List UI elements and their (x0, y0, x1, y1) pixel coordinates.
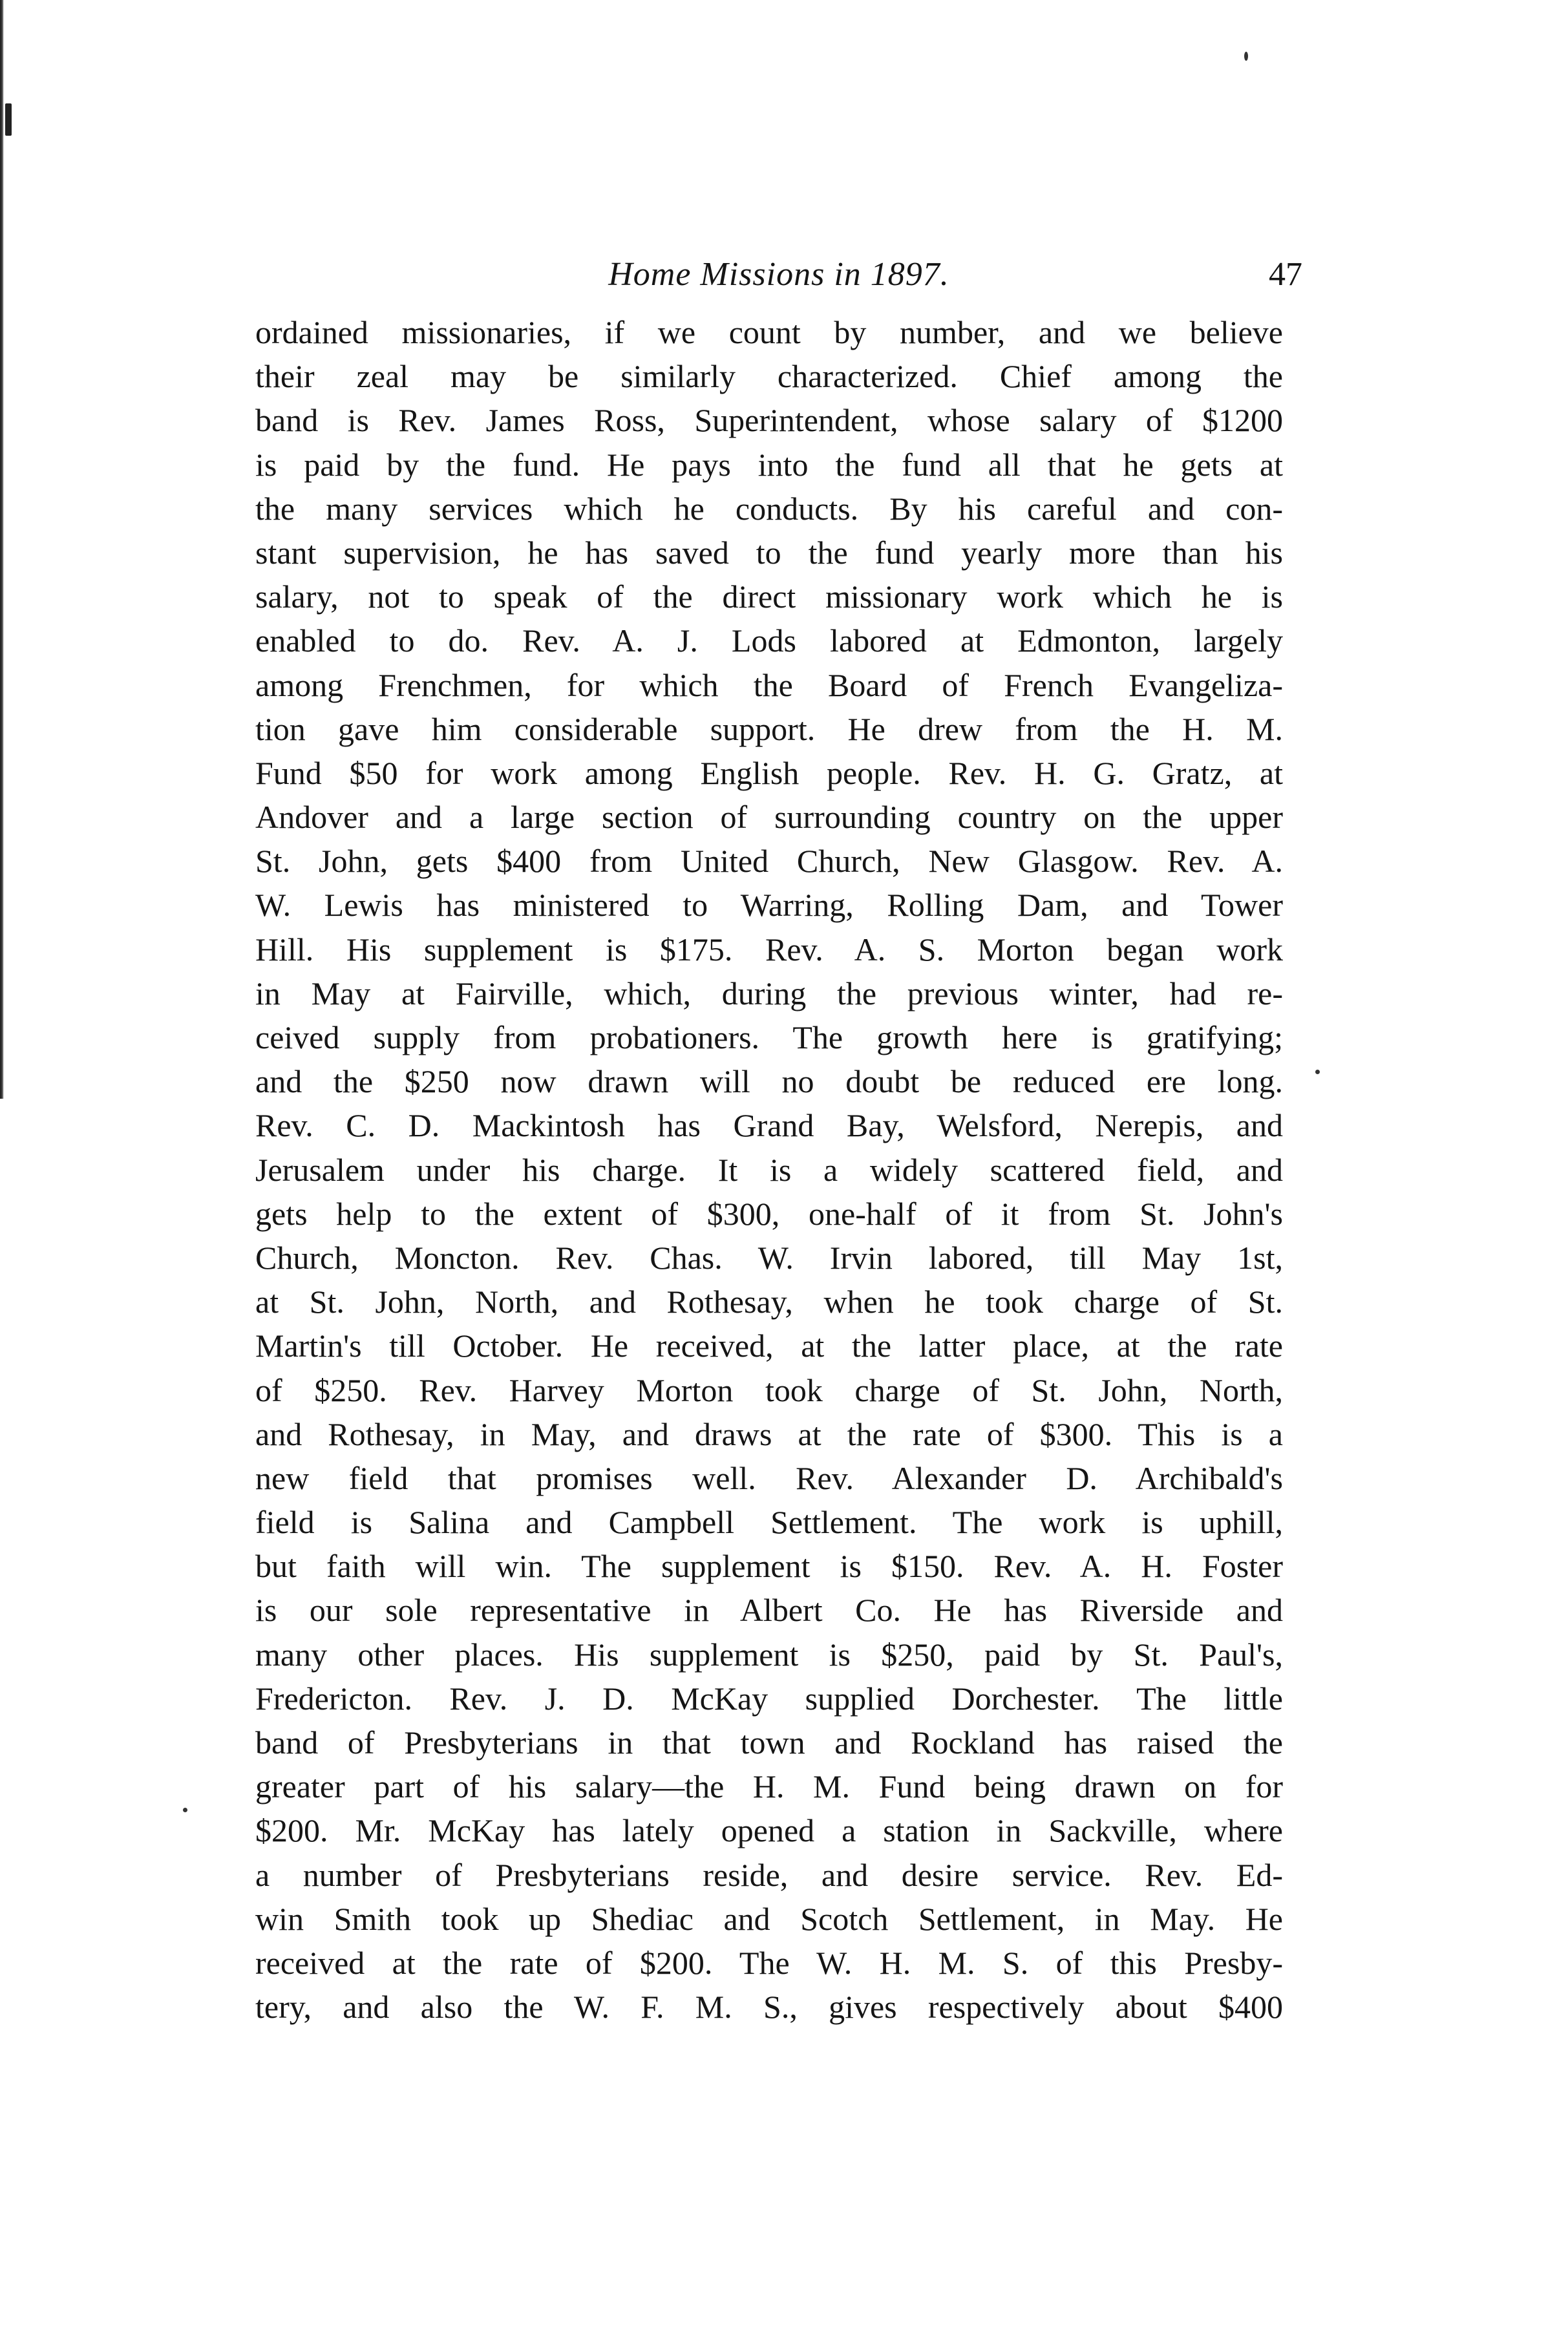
text-line: Fund $50 for work among English people. Rev. H. G. Gratz, at (255, 754, 1283, 791)
ink-speck (183, 1808, 187, 1812)
text-line: gets help to the extent of $300, one-half of it from St. John's (255, 1195, 1283, 1232)
text-line: Jerusalem under his charge. It is a widely scattered field, and (255, 1151, 1283, 1188)
binding-mark (5, 103, 12, 136)
text-line: stant supervision, he has saved to the fund yearly more than his (255, 534, 1283, 571)
text-line: ceived supply from probationers. The growth here is gratifying; (255, 1019, 1283, 1055)
text-line: win Smith took up Shediac and Scotch Settlement, in May. He (255, 1900, 1283, 1937)
ink-speck (1315, 1070, 1320, 1074)
text-line: their zeal may be similarly characterized. Chief among the (255, 358, 1283, 395)
text-line: and the $250 now drawn will no doubt be reduced ere long. (255, 1063, 1283, 1100)
text-line: band of Presbyterians in that town and Rockland has raised the (255, 1724, 1283, 1761)
text-line: Hill. His supplement is $175. Rev. A. S. Morton began work (255, 931, 1283, 968)
body-text (255, 310, 1283, 2029)
page-number: 47 (1269, 256, 1302, 293)
text-line: a number of Presbyterians reside, and desire service. Rev. Ed- (255, 1856, 1283, 1893)
text-line: Fredericton. Rev. J. D. McKay supplied Dorchester. The little (255, 1680, 1283, 1717)
text-line: is paid by the fund. He pays into the fund all that he gets at (255, 446, 1283, 483)
text-line: Martin's till October. He received, at the latter place, at the rate (255, 1328, 1283, 1364)
text-line: W. Lewis has ministered to Warring, Rolling Dam, and Tower (255, 887, 1283, 924)
text-line: and Rothesay, in May, and draws at the rate of $300. This is a (255, 1415, 1283, 1452)
text-line: in May at Fairville, which, during the previous winter, had re- (255, 975, 1283, 1011)
page-header (255, 255, 1302, 307)
text-line: tery, and also the W. F. M. S., gives respectively about $400 (255, 1989, 1283, 2026)
page-binding-edge (0, 0, 4, 1099)
text-line: among Frenchmen, for which the Board of French Evangeliza- (255, 666, 1283, 703)
text-line: Andover and a large section of surrounding country on the upper (255, 799, 1283, 836)
text-line: of $250. Rev. Harvey Morton took charge of St. John, North, (255, 1371, 1283, 1408)
text-line: greater part of his salary—the H. M. Fund being drawn on for (255, 1768, 1283, 1805)
text-line: salary, not to speak of the direct missionary work which he is (255, 578, 1283, 615)
text-line: received at the rate of $200. The W. H. M. S. of this Presby- (255, 1944, 1283, 1981)
text-line: $200. Mr. McKay has lately opened a station in Sackville, where (255, 1812, 1283, 1849)
ink-speck (1244, 52, 1248, 61)
text-line: Rev. C. D. Mackintosh has Grand Bay, Welsford, Nerepis, and (255, 1107, 1283, 1144)
text-line: many other places. His supplement is $250, paid by St. Paul's, (255, 1636, 1283, 1673)
running-title: Home Missions in 1897. (608, 256, 949, 293)
text-line: ordained missionaries, if we count by number, and we believe (255, 314, 1283, 350)
text-line: Church, Moncton. Rev. Chas. W. Irvin labored, till May 1st, (255, 1239, 1283, 1276)
text-line: tion gave him considerable support. He drew from the H. M. (255, 710, 1283, 747)
text-line: new field that promises well. Rev. Alexander D. Archibald's (255, 1459, 1283, 1496)
text-line: field is Salina and Campbell Settlement. The work is uphill, (255, 1504, 1283, 1541)
text-line: the many services which he conducts. By his careful and con- (255, 490, 1283, 527)
text-line: St. John, gets $400 from United Church, New Glasgow. Rev. A. (255, 843, 1283, 880)
text-line: but faith will win. The supplement is $150. Rev. A. H. Foster (255, 1548, 1283, 1585)
text-line: is our sole representative in Albert Co. He has Riverside and (255, 1592, 1283, 1629)
text-line: enabled to do. Rev. A. J. Lods labored at Edmonton, largely (255, 622, 1283, 659)
text-line: band is Rev. James Ross, Superintendent, whose salary of $1200 (255, 402, 1283, 439)
text-line: at St. John, North, and Rothesay, when he took charge of St. (255, 1284, 1283, 1320)
